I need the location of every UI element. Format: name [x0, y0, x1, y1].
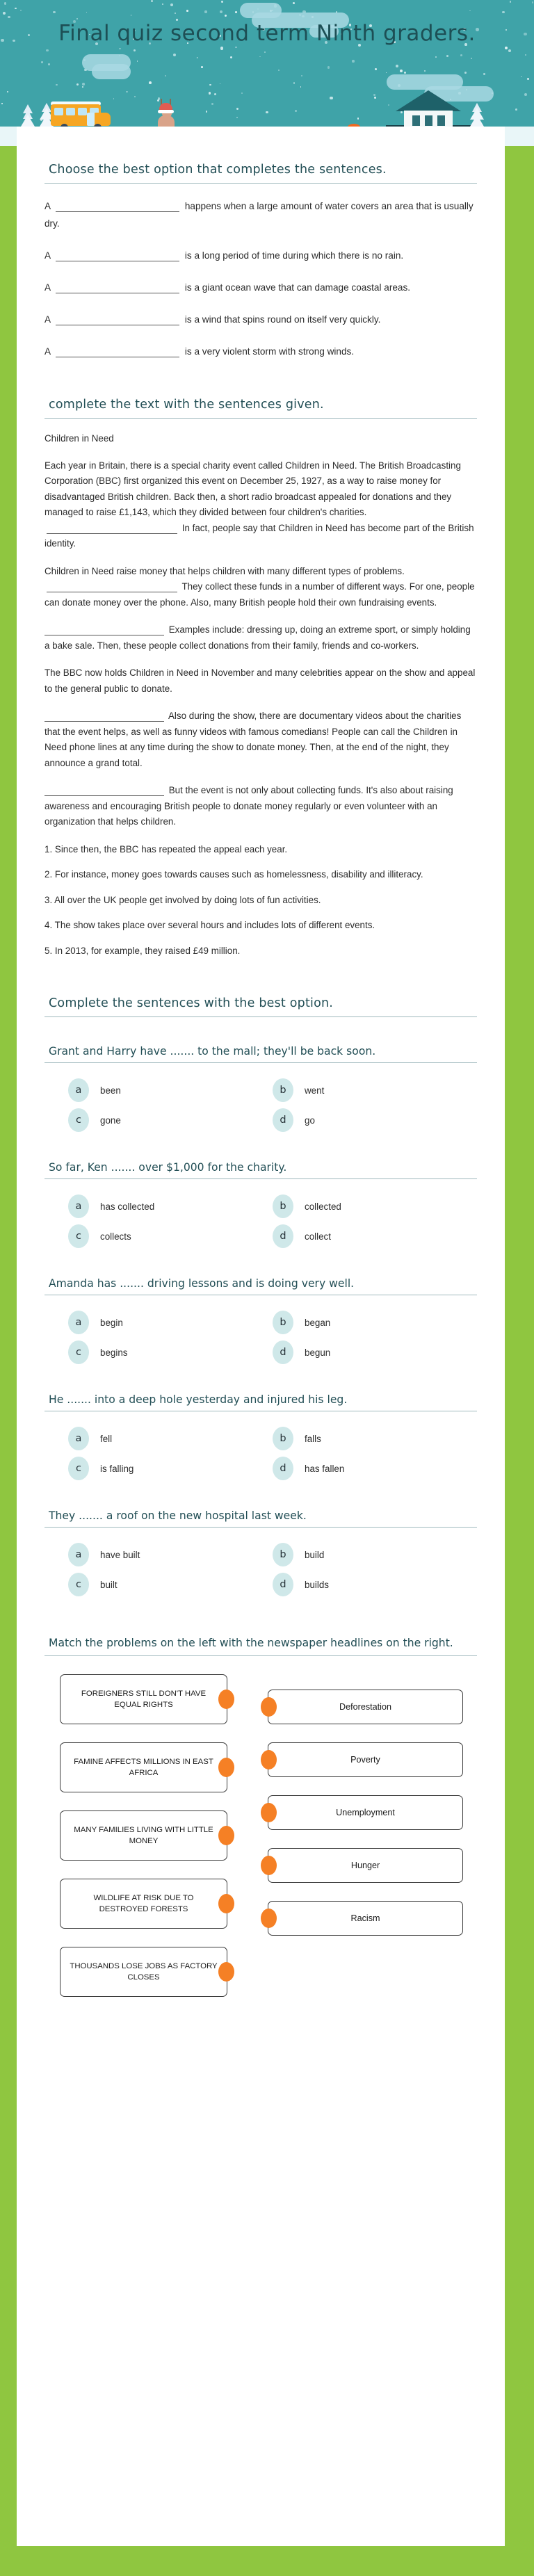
mcq-option-label: began	[305, 1317, 331, 1328]
mcq-option-a[interactable]	[68, 1077, 273, 1103]
divider	[44, 1062, 477, 1063]
mcq-option-d[interactable]	[273, 1571, 477, 1598]
mcq-option-d[interactable]	[273, 1223, 477, 1249]
mcq-option-a[interactable]	[68, 1193, 273, 1220]
mcq-options	[44, 1541, 477, 1598]
mcq-option-a[interactable]	[68, 1309, 273, 1336]
mcq-option-letter: c	[68, 1457, 89, 1480]
mcq-option-c[interactable]	[68, 1571, 273, 1598]
passage-text: Also during the show, there are documentary videos about the charities that the event helps, as well as funny videos with famous comedians! People can call the Children in Need phone lines at any time during the show to donate money. Then, at the end of the night, they announce a grand total.	[44, 711, 462, 768]
passage-text: In fact, people say that Children in Need has become part of the British identity.	[44, 522, 474, 549]
answer-blank[interactable]	[56, 201, 179, 212]
passage-gap[interactable]	[44, 711, 164, 722]
passage-title: Children in Need	[44, 433, 114, 444]
fill-blank-prefix: A	[44, 201, 54, 211]
mcq-option-label: been	[100, 1085, 121, 1096]
match-right-card[interactable]	[268, 1690, 463, 1724]
mcq-option-d[interactable]	[273, 1455, 477, 1482]
fill-blank-prefix: A	[44, 282, 54, 293]
section1-instruction: Choose the best option that completes the sentences.	[49, 163, 387, 177]
mcq-question-block	[44, 1393, 477, 1482]
fill-blank-item	[44, 311, 477, 328]
mcq-option-letter: c	[68, 1573, 89, 1596]
mcq-option-label: collects	[100, 1231, 131, 1242]
section-matching	[44, 1635, 477, 2015]
match-left-label: WILDLIFE AT RISK DUE TO DESTROYED FORESTS	[93, 1893, 194, 1913]
numbered-sentence: 4. The show takes place over several hours and includes lots of different events.	[44, 920, 375, 930]
page-title: Final quiz second term Ninth graders.	[58, 21, 476, 46]
fill-blank-item	[44, 343, 477, 360]
mcq-question-text: He ....... into a deep hole yesterday and injured his leg.	[49, 1393, 348, 1406]
mcq-options	[44, 1309, 477, 1366]
fill-blank-suffix: is a long period of time during which there is no rain.	[182, 250, 404, 261]
section2-instruction: complete the text with the sentences given.	[49, 398, 324, 412]
passage-gap[interactable]	[47, 524, 177, 534]
mcq-option-label: built	[100, 1579, 118, 1590]
numbered-sentence-list	[44, 842, 477, 959]
match-connector-dot[interactable]	[261, 1856, 277, 1875]
mcq-question-text: Amanda has ....... driving lessons and is doing very well.	[49, 1277, 355, 1290]
passage-body	[44, 458, 477, 830]
mcq-option-letter: b	[273, 1078, 293, 1102]
answer-blank[interactable]	[56, 314, 179, 325]
mcq-option-label: build	[305, 1549, 325, 1560]
mcq-options	[44, 1077, 477, 1133]
mcq-option-label: collected	[305, 1201, 341, 1212]
match-connector-dot[interactable]	[218, 1690, 234, 1709]
match-connector-dot[interactable]	[261, 1803, 277, 1822]
mcq-option-b[interactable]	[273, 1541, 477, 1568]
match-right-label: Unemployment	[336, 1807, 395, 1817]
mcq-option-label: begin	[100, 1317, 123, 1328]
match-left-label: MANY FAMILIES LIVING WITH LITTLE MONEY	[74, 1825, 213, 1845]
match-left-card[interactable]	[60, 1674, 227, 1724]
mcq-option-letter: a	[68, 1194, 89, 1218]
section-complete-text	[44, 398, 477, 959]
matching-grid	[44, 1674, 477, 2015]
passage-text: Examples include: dressing up, doing an extreme sport, or simply holding a bake sale. Then, these people collect donations from their family, friends and co-workers.	[44, 624, 471, 651]
match-right-label: Hunger	[350, 1860, 380, 1870]
passage-text: Each year in Britain, there is a special charity event called Children in Need. The British Broadcasting Corporation (BBC) first organized this event on December 25, 1927, as a way to raise money for disadvantaged British children. Back then, a short radio broadcast appealed for donations and they managed to raise £1,143, which they divided between four children's charities.	[44, 460, 461, 517]
mcq-option-label: go	[305, 1115, 315, 1126]
mcq-option-letter: d	[273, 1457, 293, 1480]
mcq-option-letter: b	[273, 1543, 293, 1566]
mcq-option-letter: d	[273, 1108, 293, 1132]
mcq-option-c[interactable]	[68, 1455, 273, 1482]
mcq-question-block	[44, 1161, 477, 1249]
section-choose-best-option	[44, 163, 477, 360]
mcq-question-text: So far, Ken ....... over $1,000 for the charity.	[49, 1161, 287, 1174]
passage-paragraph	[44, 458, 477, 552]
passage-gap[interactable]	[44, 786, 164, 796]
match-right-card[interactable]	[268, 1795, 463, 1830]
passage-paragraph	[44, 708, 477, 771]
mcq-option-letter: a	[68, 1543, 89, 1566]
mcq-option-label: builds	[305, 1579, 329, 1590]
passage-text: Children in Need raise money that helps children with many different types of problems.	[44, 565, 405, 576]
mcq-option-c[interactable]	[68, 1223, 273, 1249]
mcq-option-letter: d	[273, 1224, 293, 1248]
mcq-option-label: has fallen	[305, 1463, 345, 1474]
divider	[44, 1016, 477, 1017]
matching-left-column	[44, 1674, 261, 2015]
match-connector-dot[interactable]	[218, 1894, 234, 1913]
mcq-option-letter: b	[273, 1427, 293, 1450]
fill-blank-suffix: is a wind that spins round on itself very quickly.	[182, 314, 381, 325]
passage-paragraph	[44, 783, 477, 830]
section-complete-sentences	[44, 996, 477, 1598]
divider	[44, 1655, 477, 1656]
match-right-card[interactable]	[268, 1742, 463, 1777]
mcq-option-letter: d	[273, 1340, 293, 1364]
mcq-option-b[interactable]	[273, 1309, 477, 1336]
section3-instruction: Complete the sentences with the best option.	[49, 996, 334, 1010]
match-connector-dot[interactable]	[261, 1750, 277, 1769]
match-connector-dot[interactable]	[218, 1826, 234, 1845]
mcq-option-letter: a	[68, 1311, 89, 1334]
mcq-option-d[interactable]	[273, 1107, 477, 1133]
mcq-question-block	[44, 1277, 477, 1366]
mcq-option-label: has collected	[100, 1201, 155, 1212]
match-left-card[interactable]	[60, 1811, 227, 1861]
fill-blank-suffix: is a very violent storm with strong winds.	[182, 346, 355, 357]
fill-blank-prefix: A	[44, 346, 54, 357]
mcq-option-label: begins	[100, 1347, 128, 1358]
passage-paragraph	[44, 622, 477, 654]
match-left-card[interactable]	[60, 1879, 227, 1929]
divider	[44, 418, 477, 419]
passage-text: They collect these funds in a number of different ways. For one, people can donate money over the phone. Also, many British people hold their own fundraising events.	[44, 581, 475, 608]
mcq-option-letter: b	[273, 1311, 293, 1334]
passage-gap[interactable]	[47, 582, 177, 592]
mcq-option-letter: c	[68, 1340, 89, 1364]
fill-blank-item	[44, 247, 477, 264]
match-connector-dot[interactable]	[261, 1909, 277, 1928]
mcq-question-text: Grant and Harry have ....... to the mall; they'll be back soon.	[49, 1045, 376, 1058]
mcq-option-letter: b	[273, 1194, 293, 1218]
passage-paragraph	[44, 564, 477, 611]
mcq-option-d[interactable]	[273, 1339, 477, 1366]
mcq-question-block	[44, 1045, 477, 1133]
match-left-label: FAMINE AFFECTS MILLIONS IN EAST AFRICA	[74, 1757, 213, 1777]
mcq-option-label: collect	[305, 1231, 331, 1242]
mcq-option-b[interactable]	[273, 1425, 477, 1452]
fill-blank-suffix: is a giant ocean wave that can damage coastal areas.	[182, 282, 411, 293]
match-connector-dot[interactable]	[261, 1697, 277, 1717]
matching-right-column	[261, 1674, 477, 2015]
mcq-option-letter: d	[273, 1573, 293, 1596]
mcq-question-block	[44, 1509, 477, 1598]
answer-blank[interactable]	[56, 282, 179, 293]
fill-blank-list	[44, 197, 477, 360]
reading-passage	[44, 431, 477, 959]
fill-blank-item	[44, 197, 477, 232]
match-right-label: Racism	[350, 1913, 380, 1923]
numbered-sentence: 5. In 2013, for example, they raised £49 million.	[44, 945, 241, 956]
match-right-label: Deforestation	[339, 1701, 391, 1712]
mcq-list	[44, 1045, 477, 1598]
answer-blank[interactable]	[56, 250, 179, 261]
mcq-question-text: They ....... a roof on the new hospital last week.	[49, 1509, 307, 1522]
fill-blank-item	[44, 279, 477, 296]
fill-blank-prefix: A	[44, 314, 54, 325]
divider	[44, 1527, 477, 1528]
match-left-label: FOREIGNERS STILL DON'T HAVE EQUAL RIGHTS	[81, 1689, 207, 1709]
mcq-options	[44, 1425, 477, 1482]
mcq-option-b[interactable]	[273, 1077, 477, 1103]
mcq-option-letter: c	[68, 1224, 89, 1248]
passage-gap[interactable]	[44, 625, 164, 635]
cloud-icon	[92, 64, 131, 79]
fill-blank-prefix: A	[44, 250, 54, 261]
house-icon	[396, 90, 461, 131]
mcq-option-label: falls	[305, 1433, 321, 1444]
quiz-sheet	[17, 127, 505, 2546]
passage-text: The BBC now holds Children in Need in November and many celebrities appear on the show and appeal to the general public to donate.	[44, 667, 476, 694]
match-connector-dot[interactable]	[218, 1758, 234, 1777]
mcq-options	[44, 1193, 477, 1249]
match-left-label: THOUSANDS LOSE JOBS AS FACTORY CLOSES	[70, 1961, 218, 1982]
numbered-sentence: 2. For instance, money goes towards causes such as homelessness, disability and illiteracy.	[44, 869, 423, 880]
mcq-option-a[interactable]	[68, 1425, 273, 1452]
mcq-option-c[interactable]	[68, 1107, 273, 1133]
mcq-option-label: have built	[100, 1549, 140, 1560]
match-right-card[interactable]	[268, 1848, 463, 1883]
match-connector-dot[interactable]	[218, 1962, 234, 1982]
mcq-option-label: went	[305, 1085, 325, 1096]
mcq-option-label: fell	[100, 1433, 113, 1444]
mcq-option-letter: a	[68, 1427, 89, 1450]
mcq-option-a[interactable]	[68, 1541, 273, 1568]
match-left-card[interactable]	[60, 1947, 227, 1997]
mcq-option-b[interactable]	[273, 1193, 477, 1220]
mcq-option-letter: a	[68, 1078, 89, 1102]
passage-paragraph	[44, 665, 477, 697]
match-right-label: Poverty	[350, 1754, 380, 1765]
section4-instruction: Match the problems on the left with the newspaper headlines on the right.	[49, 1637, 453, 1649]
numbered-sentence: 1. Since then, the BBC has repeated the appeal each year.	[44, 843, 288, 854]
mcq-option-c[interactable]	[68, 1339, 273, 1366]
numbered-sentence: 3. All over the UK people get involved by doing lots of fun activities.	[44, 894, 321, 905]
mcq-option-letter: c	[68, 1108, 89, 1132]
answer-blank[interactable]	[56, 346, 179, 357]
divider	[44, 183, 477, 184]
hero-banner	[0, 0, 534, 146]
fill-blank-suffix: happens when a large amount of water covers an area that is usually dry.	[44, 201, 474, 229]
divider	[44, 1178, 477, 1179]
mcq-option-label: is falling	[100, 1463, 134, 1474]
mcq-option-label: gone	[100, 1115, 121, 1126]
match-left-card[interactable]	[60, 1742, 227, 1792]
match-right-card[interactable]	[268, 1901, 463, 1936]
mcq-option-label: begun	[305, 1347, 331, 1358]
passage-text: But the event is not only about collecting funds. It's also about raising awareness and encouraging British people to donate money regularly or even volunteer with an organization that helps children.	[44, 785, 453, 827]
